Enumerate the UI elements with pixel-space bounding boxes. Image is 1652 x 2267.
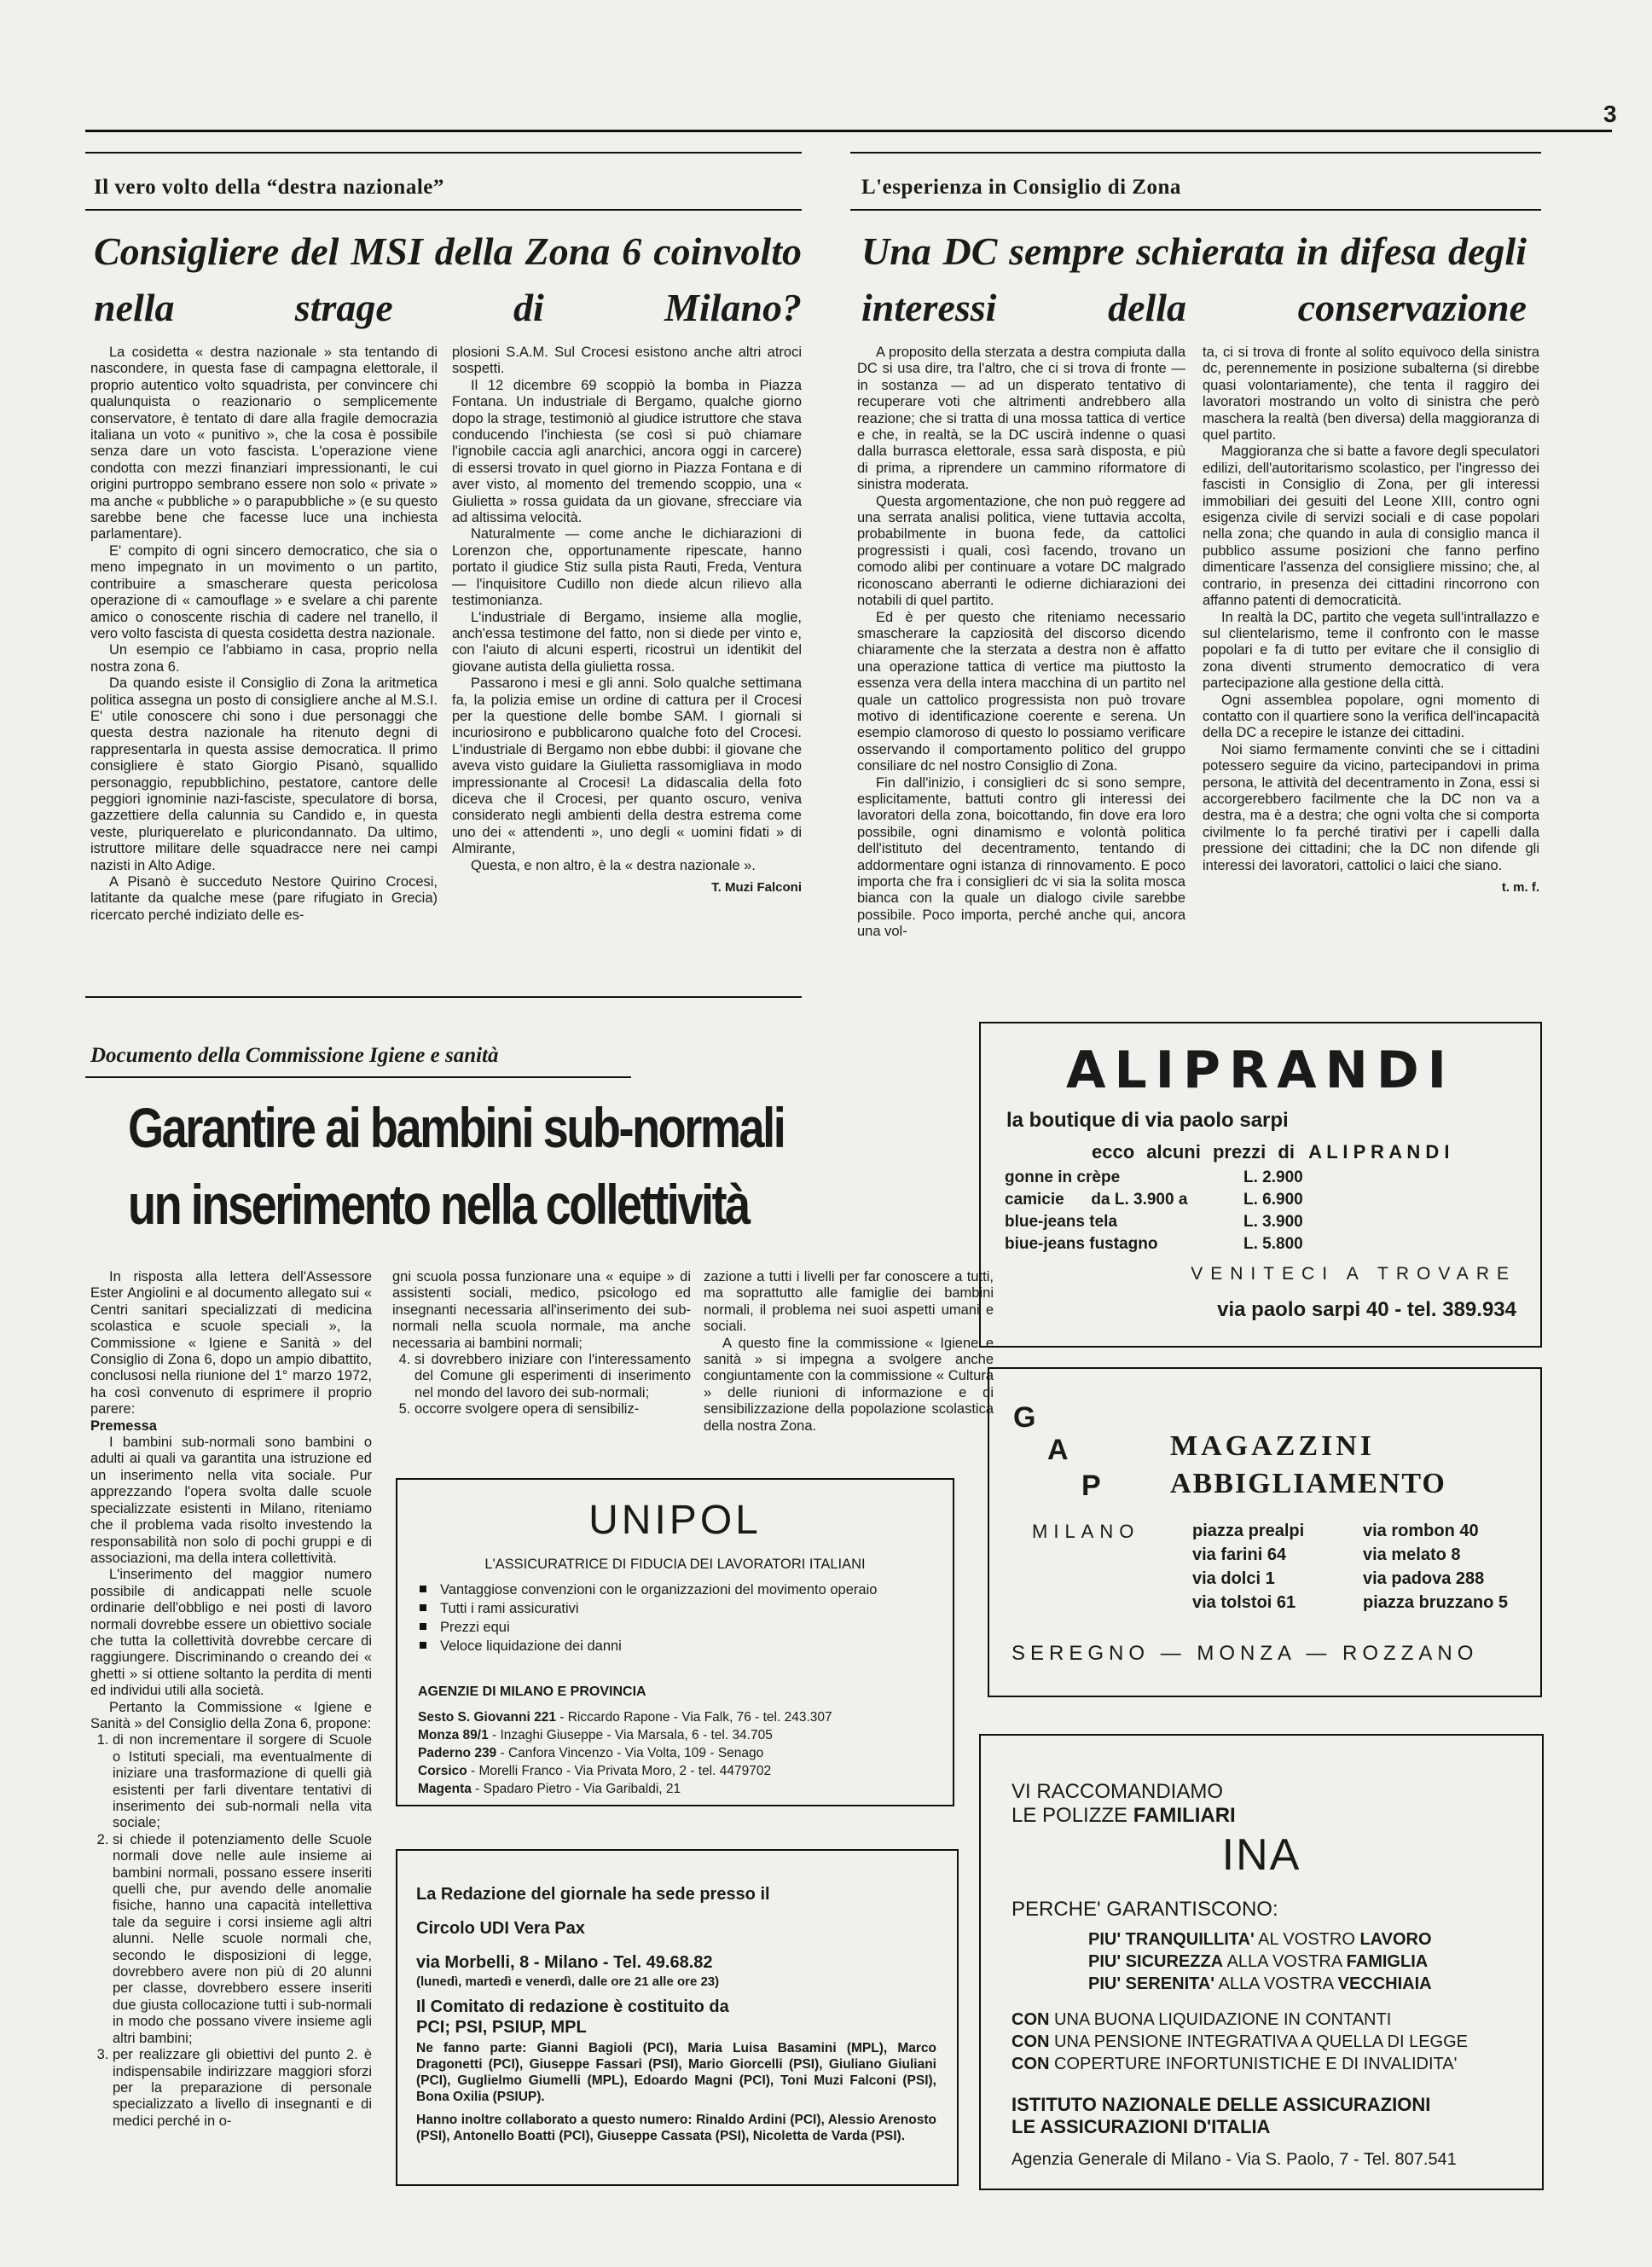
aliprandi-address: via paolo sarpi 40 - tel. 389.934 [1217, 1298, 1516, 1321]
list-item: 3. per realizzare gli obiettivi del punto 2. è indispensabile indirizzare maggiori sforzi per la preparazione di personale specializzato a livello di insegnanti e di medici perché in o- [113, 2047, 372, 2130]
committee-members: Ne fanno parte: Gianni Bagioli (PCI), Maria Luisa Basamini (MPL), Marco Dragonetti (PCI), Giuseppe Fassari (PSI), Mario Giorcelli (PSI), Giuliano Giuliani (PCI), Guglielmo Giumelli (MPL), Edoardo Magni (PCI), Toni Muzi Falconi (PSI), Bona Oxilia (PSIUP). [416, 2041, 936, 2104]
paragraph: Naturalmente — come anche le dichiarazioni di Lorenzon che, opportunamente ripescate, hanno portato il giudice Stiz sulla pista Rauti, Freda, Ventura — l'inquisitore Cudillo non diede alcun rilievo alla testimonianza. [452, 526, 802, 609]
bottom-article-column-1 [90, 1269, 372, 2156]
ina-guarantees [1088, 1928, 1432, 1995]
item-price: L. 3.900 [1243, 1213, 1303, 1231]
aliprandi-call: VENITECI A TROVARE [1191, 1264, 1516, 1284]
item-name: gonne in crèpe [1005, 1168, 1121, 1186]
list-item: 4. si dovrebbero iniziare con l'interessamento del Comune gli esperimenti di inserimento nel mondo del lavoro dei sub-normali; [414, 1352, 691, 1401]
paragraph: A Pisanò è succeduto Nestore Quirino Crocesi, latitante da qualche mese (pare rifugiato in Grecia) ricercato perché indiziato delle es- [90, 874, 438, 923]
guarantee-to: ALLA VOSTRA [1218, 1974, 1334, 1993]
paragraph: Un esempio ce l'abbiamo in casa, proprio nella nostra zona 6. [90, 642, 438, 675]
gap-logo-a: A [1047, 1434, 1069, 1466]
address-line: via farini 64 [1192, 1545, 1287, 1564]
guarantee-piu: PIU' [1088, 1974, 1122, 1993]
unipol-brand: UNIPOL [588, 1498, 762, 1543]
paragraph: Fin dall'inizio, i consiglieri dc si sono sempre, esplicitamente, battuti contro gli interessi dei lavoratori della zona, boicottando, fin dove era loro possibile, ogni dinamismo e volontà politica dell'istituto del decentramento, tentando di addormentare ogni istanza di rinnovamento. E poco importa che fra i consiglieri dc vi sia la solita mosca bianca con la quale un dialogo civile sarebbe possibile. Poco importa, perché anche qui, ancora una vol- [857, 774, 1185, 940]
bottom-article-column-2 [392, 1269, 691, 1440]
committee-title: Il Comitato di redazione è costituito da [416, 1997, 729, 2016]
right-article-kicker-rule [850, 209, 1541, 211]
collaborators: Hanno inoltre collaborato a questo numero: Rinaldo Ardini (PCI), Alessio Arenosto (PSI), Antonello Boatti (PCI), Giuseppe Cassata (PSI), Nicoletta de Varda (PSI). [416, 2113, 936, 2143]
guarantee-to: AL VOSTRO [1258, 1930, 1355, 1949]
paragraph: Pertanto la Commissione « Igiene e Sanità » del Consiglio della Zona 6, propone: [90, 1699, 372, 1731]
bottom-article-headline-line-1: Garantire ai bambini sub-normali [128, 1096, 785, 1159]
address-line: via melato 8 [1363, 1545, 1461, 1564]
aliprandi-price-list [1005, 1167, 1303, 1255]
agency-row [418, 1708, 947, 1726]
aliprandi-ad [979, 1022, 1542, 1348]
aliprandi-tagline: la boutique di via paolo sarpi [1006, 1109, 1289, 1132]
address-line: via rombon 40 [1363, 1522, 1479, 1540]
ina-why: PERCHE' GARANTISCONO: [1011, 1898, 1278, 1921]
with-text: COPERTURE INFORTUNISTICHE E DI INVALIDITA' [1054, 2055, 1458, 2073]
agency-place: Sesto S. Giovanni 221 [418, 1710, 556, 1725]
paragraph: A questo fine la commissione « Igiene e sanità » si impegna a svolgere anche congiuntamente con la commissione « Cultura » delle riunioni di informazione e di sensibilizzazione della popolazione scolastica della nostra Zona. [704, 1335, 994, 1434]
paragraph: Il 12 dicembre 69 scoppiò la bomba in Piazza Fontana. Un industriale di Bergamo, qualche giorno dopo la strage, testimoniò al giudice istruttore che stava conducendo l'inchiesta (se così si può chiamare l'ignobile caccia agli anarchici, ancora oggi in carcere) di essersi trovato in quel giorno in Piazza Fontana e di aver visto, al momento del tremendo scoppio, una « Giulietta » rossa guidata da un giovane, sfrecciare via ad altissima velocità. [452, 377, 802, 526]
paragraph: L'inserimento del maggior numero possibile di andicappati nelle scuole ordinarie dell'obbligo e nei posti di lavoro normali dovrebbe essere un obiettivo sociale che tutta la collettività dovrebbe cercare di raggiungere. Discriminando o creando dei « ghetti » si ottiene soltanto la perdita di menti ed individui utili alla società. [90, 1567, 372, 1699]
bottom-article-kicker: Documento della Commissione Igiene e sanità [90, 1044, 499, 1067]
gap-ad [988, 1367, 1542, 1697]
unipol-benefits-list [416, 1580, 877, 1655]
paragraph: plosioni S.A.M. Sul Crocesi esistono anche altri atroci sospetti. [452, 345, 802, 377]
left-article-rule-bottom [85, 996, 802, 998]
agency-row [418, 1744, 947, 1762]
agency-row [418, 1726, 947, 1744]
top-rule [85, 130, 1612, 132]
address-line: via padova 288 [1363, 1569, 1485, 1588]
aliprandi-intro-brand: A L I P R A N D I [1308, 1141, 1450, 1162]
paragraph: La cosidetta « destra nazionale » sta tentando di nascondere, in questa fase di campagna elettorale, il proprio autentico volto squadrista, per convincere chi qualunquista o reazionario o semplicemente conservatore, è tentato di dare alla fragile democrazia italiana un voto « punitivo », che la cosa è possibile senza dare un voto fascista. L'operazione viene condotta con mezzi finanziari impressionanti, le cui origini purtroppo sembrano essere non solo « private » ma anche « pubbliche » o parapubbliche » (e su questo sarebbe bene che facesse luce una inchiesta parlamentare). [90, 345, 438, 542]
guarantee-what: SERENITA' [1125, 1974, 1215, 1993]
agency-detail: - Riccardo Rapone - Via Falk, 76 - tel. 243.307 [555, 1710, 832, 1725]
paragraph: Questa, e non altro, è la « destra nazionale ». [471, 857, 756, 873]
aliprandi-brand: ALIPRANDI [1066, 1041, 1455, 1100]
address-line: piazza prealpi [1192, 1522, 1305, 1540]
with-row [1011, 2053, 1468, 2075]
list-item: Tutti i rami assicurativi [416, 1599, 877, 1618]
guarantee-target: FAMIGLIA [1346, 1952, 1429, 1971]
ina-agency: Agenzia Generale di Milano - Via S. Paolo, 7 - Tel. 807.541 [1011, 2150, 1457, 2169]
left-article-signature: T. Muzi Falconi [711, 880, 802, 895]
ina-line-1: VI RACCOMANDIAMO [1011, 1780, 1224, 1803]
committee-parties: PCI; PSI, PSIUP, MPL [416, 2018, 587, 2037]
redazione-line-1: La Redazione del giornale ha sede presso il [416, 1885, 770, 1904]
with-row [1011, 2009, 1468, 2031]
paragraph: Ed è per questo che riteniamo necessario smascherare la capziosità del discorso dicendo chiaramente che la sterzata a destra non è affatto una operazione tattica di vertice ma piuttosto la essenza vera della intera macchina di un partito nel quale un cattolico progressista non può trovare motivo di identificazione coerente e serena. Un esempio clamoroso di questo lo possiamo verificare osservando il comportamento politico del gruppo consiliare dc nel nostro Consiglio di Zona. [857, 609, 1185, 774]
paragraph: In realtà la DC, partito che vegeta sull'intrallazzo e sul clientelarismo, teme il confronto con le masse popolari e fa di tutto per evitare che il consiglio di zona diventi strumento democratico di vera partecipazione alla gestione della città. [1203, 609, 1539, 692]
paragraph: Noi siamo fermamente convinti che se i cittadini potessero seguire da vicino, partecipandovi in prima persona, le attività del decentramento in Zona, essi si accorgerebbero facilmente che la DC non va a destra, ma è a destra; che ogni volta che si comporta civilmente lo fa perché tirativi per i capelli dalla pressione dei cittadini; che la DC non difende gli interessi dei lavoratori, cattolici o laici che siano. [1203, 741, 1539, 873]
paragraph: Ogni assemblea popolare, ogni momento di contatto con il quartiere sono la verifica dell'incapacità della DC a recepire le istanze dei cittadini. [1203, 692, 1539, 741]
gap-addresses-right [1363, 1519, 1508, 1615]
item-name: camicie da L. 3.900 a [1005, 1191, 1188, 1209]
gap-cities: SEREGNO — MONZA — ROZZANO [1011, 1642, 1479, 1665]
guarantee-piu: PIU' [1088, 1952, 1122, 1971]
paragraph: gni scuola possa funzionare una « equipe » di assistenti sociali, medico, psicologo ed insegnanti necessaria all'inserimento dei sub-normali nella scuola normale, ma anche necessaria ai bambini normali; [392, 1269, 691, 1351]
premessa-heading: Premessa [90, 1418, 157, 1434]
paragraph: A proposito della sterzata a destra compiuta dalla DC si usa dire, tra l'altro, che ci si trova di fronte — in sostanza — ad un disperato tentativo di recuperare voti che altrimenti andrebbero alla reazione; che si tratta di una mossa tattica di vertice e che, in realtà, se la DC uscirà indenne o quasi dalla burrasca elettorale, essa sarà disposta, e più di prima, a riprendere un cammino riformatore di sinistra moderata. [857, 345, 1185, 493]
agency-detail: - Spadaro Pietro - Via Garibaldi, 21 [471, 1782, 681, 1796]
paragraph: zazione a tutti i livelli per far conoscere a tutti, ma soprattutto alle famiglie dei bambini normali, il problema nei suoi aspetti umani e sociali. [704, 1269, 994, 1335]
item-name: blue-jeans tela [1005, 1213, 1117, 1231]
ina-line-2-bold: FAMILIARI [1133, 1804, 1236, 1827]
list-item: Veloce liquidazione dei danni [416, 1637, 877, 1655]
item-price: L. 6.900 [1243, 1191, 1303, 1209]
agency-detail: - Canfora Vincenzo - Via Volta, 109 - Senago [496, 1746, 764, 1760]
with-row [1011, 2031, 1468, 2053]
item-price: L. 5.800 [1243, 1235, 1303, 1253]
ina-institute-2: LE ASSICURAZIONI D'ITALIA [1011, 2116, 1271, 2137]
price-row [1005, 1211, 1303, 1233]
paragraph: ta, ci si trova di fronte al solito equivoco della sinistra dc, perennemente in posizione subalterna (si direbbe quasi volontariamente), che tenta il raggiro dei lavoratori mostrando un volto di sinistra che però maschera la realtà (ben diversa) della maggioranza di quel partito. [1203, 345, 1539, 444]
aliprandi-intro [1092, 1141, 1450, 1163]
with-keyword: CON [1011, 2032, 1050, 2051]
gap-addresses-left [1192, 1519, 1304, 1615]
redazione-box [396, 1849, 959, 2186]
guarantee-what: TRANQUILLITA' [1125, 1930, 1255, 1949]
ina-line-2 [1011, 1804, 1236, 1828]
price-row [1005, 1189, 1303, 1211]
gap-logo-p: P [1081, 1470, 1101, 1502]
paragraph: L'industriale di Bergamo, insieme alla moglie, anch'essa testimone del fatto, non si diede per vinto e, con l'aiuto di alcuni esperti, ricostruì un identikit del giovane autista della giulietta rossa. [452, 609, 802, 675]
left-article-column-2 [452, 345, 802, 1001]
agency-place: Monza 89/1 [418, 1728, 489, 1742]
right-article-signature: t. m. f. [1501, 880, 1539, 895]
address-line: piazza bruzzano 5 [1363, 1593, 1509, 1612]
left-article-headline: Consigliere del MSI della Zona 6 coinvolto nella strage di Milano? [94, 229, 802, 329]
left-article-kicker-rule [85, 209, 802, 211]
list-item: 1. di non incrementare il sorgere di Scuole o Istituti speciali, ma eventualmente di iniziare una trasformazione di quelli già esistenti per farli diventare tentativi di inserimento dei sub-normali nella vita sociale; [113, 1732, 372, 1831]
aliprandi-intro-text: ecco alcuni prezzi di [1092, 1141, 1295, 1162]
with-keyword: CON [1011, 2010, 1050, 2029]
address-line: via tolstoi 61 [1192, 1593, 1296, 1612]
agency-detail: - Inzaghi Giuseppe - Via Marsala, 6 - tel. 34.705 [488, 1728, 773, 1742]
right-article-column-2 [1203, 345, 1539, 980]
agency-place: Paderno 239 [418, 1746, 497, 1760]
unipol-ad [396, 1478, 954, 1806]
address-line: via dolci 1 [1192, 1569, 1275, 1588]
left-article-rule-top [85, 152, 802, 154]
gap-logo-g: G [1013, 1401, 1036, 1434]
agency-place: Magenta [418, 1782, 472, 1796]
ina-brand: INA [1221, 1830, 1301, 1880]
redazione-hours: (lunedì, martedì e venerdì, dalle ore 21 alle ore 23) [416, 1974, 720, 1989]
item-price: L. 2.900 [1243, 1168, 1303, 1186]
price-row [1005, 1233, 1303, 1255]
left-article-kicker: Il vero volto della “destra nazionale” [94, 176, 444, 199]
gap-city: MILANO [1032, 1521, 1140, 1542]
bottom-article-column-3 [704, 1269, 994, 1440]
paragraph: Maggioranza che si batte a favore degli speculatori edilizi, dell'autoritarismo scolastico, per l'ingresso dei fascisti in Consiglio di Zona, per gli interessi immobiliari dei gesuiti del Leone XIII, contro ogni esigenza civile di servizi sociali e di case popolari nella zona; che quando in aula di consiglio manca il pubblico assume posizioni che fanno perfino dimenticare l'assenza del consigliere missino; che, al contrario, in presenza dei cittadini rincorrono con affanno patenti di democraticità. [1203, 444, 1539, 609]
proposals-list-continued [392, 1352, 691, 1418]
guarantee-what: SICUREZZA [1125, 1952, 1224, 1971]
list-item: 5. occorre svolgere opera di sensibiliz- [414, 1401, 691, 1418]
bottom-article-kicker-rule [85, 1076, 631, 1078]
right-article-headline: Una DC sempre schierata in difesa degli interessi della conservazione [861, 229, 1527, 329]
proposals-list [90, 1732, 372, 2130]
paragraph: I bambini sub-normali sono bambini o adulti ai quali va garantita una istruzione ed un inserimento nella vita sociale. Pur apprezzando l'opera svolta dalle scuole specializzate esistenti in Milano, riteniamo che il problema vada risolto investendo la responsabilità non solo di pochi gruppi e di associazioni, ma della intera collettività. [90, 1435, 372, 1566]
price-row [1005, 1167, 1303, 1189]
agency-row [418, 1762, 947, 1780]
paragraph: E' compito di ogni sincero democratico, che sia o meno impegnato in un movimento o un partito, contribuire a smascherare questa pericolosa operazione di « camouflage » e svelare a chi parente amico o conoscente rischia di cadere nel tranello, il vero volto fascista di questa cosidetta destra nazionale. [90, 542, 438, 641]
left-article-column-1 [90, 345, 438, 993]
redazione-address: via Morbelli, 8 - Milano - Tel. 49.68.82 [416, 1953, 713, 1972]
guarantee-row [1088, 1951, 1432, 1973]
bottom-article-headline-line-2: un inserimento nella collettività [128, 1173, 749, 1236]
paragraph: Questa argomentazione, che non può reggere ad una serrata analisi politica, viene tuttavia accolta, probabilmente in buona fede, da cattolici progressisti i quali, così facendo, trovano un comodo alibi per continuare a votare DC malgrado riconoscano aberranti le odierne dichiarazioni dei notabili di quel partito. [857, 493, 1185, 609]
list-item: Prezzi equi [416, 1618, 877, 1637]
agency-place: Corsico [418, 1764, 467, 1778]
ina-line-2-prefix: LE POLIZZE [1011, 1804, 1128, 1827]
right-article-column-1 [857, 345, 1185, 980]
paragraph: Passarono i mesi e gli anni. Solo qualche settimana fa, la polizia emise un ordine di cattura per il Crocesi per la questione delle bombe SAM. I giornali si incuriosirono e pubblicarono qualche foto del Crocesi. L'industriale di Bergamo non ebbe dubbi: il giovane che aveva visto guidare la Giulietta rassomigliava in modo impressionante al Crocesi! La didascalia della foto diceva che il Crocesi, per quanto oscuro, veniva considerato negli ambienti della destra estrema come uno dei « attendenti », uno degli « uomini fidati » di Almirante, [452, 675, 802, 857]
ina-ad [979, 1734, 1544, 2190]
redazione-line-2: Circolo UDI Vera Pax [416, 1919, 585, 1938]
unipol-agencies-list [418, 1708, 947, 1798]
guarantee-piu: PIU' [1088, 1930, 1122, 1949]
gap-line-1: MAGAZZINI [1170, 1430, 1376, 1462]
agency-detail: - Morelli Franco - Via Privata Moro, 2 - tel. 4479702 [467, 1764, 772, 1778]
item-name: biue-jeans fustagno [1005, 1235, 1158, 1253]
list-item: Vantaggiose convenzioni con le organizzazioni del movimento operaio [416, 1580, 877, 1599]
ina-institute-1: ISTITUTO NAZIONALE DELLE ASSICURAZIONI [1011, 2094, 1431, 2115]
unipol-agencies-title: AGENZIE DI MILANO E PROVINCIA [418, 1684, 646, 1699]
agency-row [418, 1780, 947, 1798]
guarantee-row [1088, 1928, 1432, 1951]
guarantee-to: ALLA VOSTRA [1226, 1952, 1342, 1971]
right-article-kicker: L'esperienza in Consiglio di Zona [861, 176, 1181, 199]
paragraph: In risposta alla lettera dell'Assessore Ester Angiolini e al documento allegato sui « Centri sanitari specializzati di medicina scolastica e scuole speciali », la Commissione « Igiene e Sanità » del Consiglio di Zona 6, dopo un ampio dibattito, conclusosi nella riunione del 1° marzo 1972, ha così convenuto di esprimere il proprio parere: [90, 1269, 372, 1418]
with-keyword: CON [1011, 2055, 1050, 2073]
gap-line-2: ABBIGLIAMENTO [1170, 1468, 1446, 1499]
guarantee-target: VECCHIAIA [1337, 1974, 1432, 1993]
list-item: 2. si chiede il potenziamento delle Scuole normali dove nelle aule insieme ai bambini normali, possano essere inseriti quelli che, pur avendo delle anomalie fisiche, hanno una capacità intellettiva tale da seguire i corsi insieme agli altri alunni. Nelle scuole normali che, secondo le disposizioni di legge, dovrebbero avere non più di 20 alunni per classe, dovrebbero essere inseriti due giusta collocazione tutti i sub-normali in modo che possano vivere insieme agli altri bambini; [113, 1832, 372, 2047]
guarantee-target: LAVORO [1359, 1930, 1432, 1949]
page-number: 3 [1603, 101, 1617, 127]
unipol-subtitle: L'ASSICURATRICE DI FIDUCIA DEI LAVORATORI ITALIANI [484, 1557, 866, 1572]
right-article-rule-top [850, 152, 1541, 154]
ina-with-list [1011, 2009, 1468, 2075]
guarantee-row [1088, 1973, 1432, 1995]
paragraph: Da quando esiste il Consiglio di Zona la aritmetica politica assegna un posto di consigliere anche al M.S.I. E' utile conoscere chi sono i due personaggi che questa destra nazionale ha ritenuto degni di rappresentarla in questa assise democratica. Il primo consigliere è stato Giorgio Pisanò, squallido personaggio, repubblichino, pestatore, cantore delle peggiori ignominie nazi-fasciste, speculatore di borsa, gazzettiere della calunnia su Candido e, in questa veste, pluriquerelato e pluricondannato. Da ultimo, istruttore militare delle squadracce nere nei campi nazisti in Alto Adige. [90, 675, 438, 873]
with-text: UNA PENSIONE INTEGRATIVA A QUELLA DI LEGGE [1054, 2032, 1468, 2051]
with-text: UNA BUONA LIQUIDAZIONE IN CONTANTI [1054, 2010, 1392, 2029]
